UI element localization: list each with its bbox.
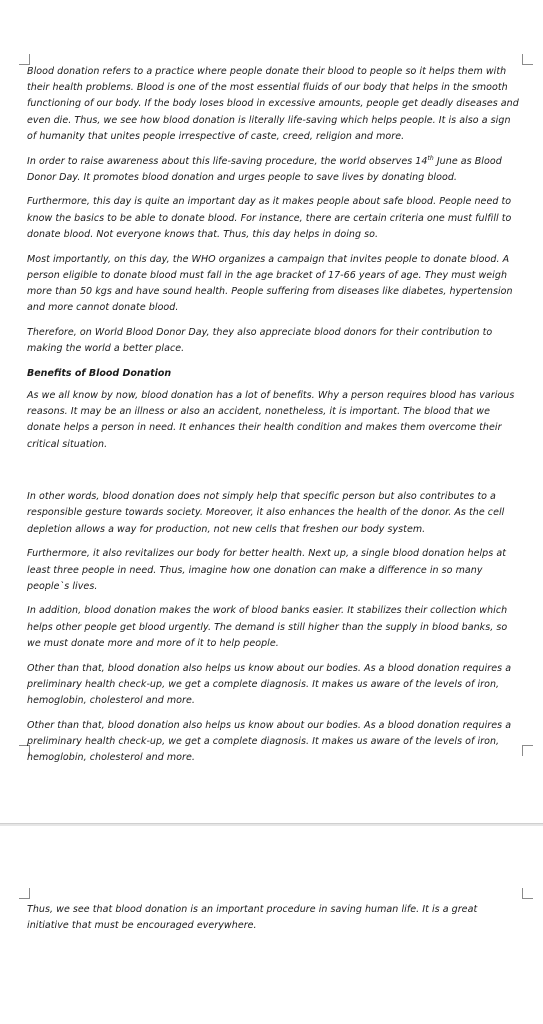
page-1-text	[27, 64, 519, 775]
paragraph-appreciation: Therefore, on World Blood Donor Day, they also appreciate blood donors for their contribution to making the world a better place.	[27, 326, 493, 355]
document-page-2	[0, 826, 543, 1024]
paragraph-intro: Blood donation refers to a practice where people donate their blood to people so it helps them with their health problems. Blood is one of the most essential fluids of our body that helps in the smooth functioning of our body. If the body loses blood in excessive amounts, people get deadly diseases and even die. Thus, we see how blood donation is literally life-saving which helps people. It is also a sign of humanity that unites people irrespective of caste, creed, religion and more.	[27, 66, 519, 142]
crop-mark-bottom-right	[522, 745, 533, 756]
paragraph-revitalize: Furthermore, it also revitalizes our body for better health. Next up, a single blood donation helps at least three people in need. Thus, imagine how one donation can make a difference in so many people`s lives.	[27, 548, 506, 592]
paragraph-blood-donor-day-end: June as Blood Donor Day. It promotes blood donation and urges people to save lives by donating blood.	[27, 155, 502, 183]
paragraph-blood-donor-day	[27, 154, 519, 186]
crop-mark-top-left	[19, 888, 30, 899]
paragraph-society: In other words, blood donation does not simply help that specific person but also contributes to a responsible gesture towards society. Moreover, it also enhances the health of the donor. As the cell depletion allows a way for production, not new cells that freshen our body system.	[27, 491, 505, 535]
paragraph-health-checkup: Other than that, blood donation also helps us know about our bodies. As a blood donation requires a preliminary health check-up, we get a complete diagnosis. It makes us aware of the levels of iron, hemoglobin, cholesterol and more.	[27, 662, 512, 706]
paragraph-blood-donor-day-start: In order to raise awareness about this life-saving procedure, the world observes 14	[27, 155, 428, 167]
crop-mark-top-right	[522, 54, 533, 65]
paragraph-safe-blood: Furthermore, this day is quite an important day as it makes people about safe blood. People need to know the basics to be able to donate blood. For instance, there are certain criteria one must fulfill to donate blood. Not everyone knows that. Thus, this day helps in doing so.	[27, 196, 512, 240]
section-heading-benefits: Benefits of Blood Donation	[27, 367, 172, 379]
paragraph-health-checkup-repeat: Other than that, blood donation also helps us know about our bodies. As a blood donation requires a preliminary health check-up, we get a complete diagnosis. It makes us aware of the levels of iron, hemoglobin, cholesterol and more.	[27, 719, 512, 764]
paragraph-benefits-intro: As we all know by now, blood donation has a lot of benefits. Why a person requires blood has various reasons. It may be an illness or also an accident, nonetheless, it is important. The blood that we donate helps a person in need. It enhances their health condition and makes them overcome their critical situation.	[27, 389, 515, 450]
paragraph-blood-banks: In addition, blood donation makes the work of blood banks easier. It stabilizes their collection which helps other people get blood urgently. The demand is still higher than the supply in blood banks, so we must donate more and more of it to help people.	[27, 605, 508, 649]
paragraph-conclusion: Thus, we see that blood donation is an important procedure in saving human life. It is a great initiative that must be encouraged everywhere.	[27, 904, 478, 932]
blank-line	[27, 461, 519, 489]
paragraph-who-campaign: Most importantly, on this day, the WHO organizes a campaign that invites people to donate blood. A person eligible to donate blood must fall in the age bracket of 17-66 years of age. They must weigh more than 50 kgs and have sound health. People suffering from diseases like diabetes, hypertension and more cannot donate blood.	[27, 253, 513, 314]
crop-mark-top-right	[522, 888, 533, 899]
ordinal-suffix: th	[427, 154, 434, 162]
page-2-text	[27, 902, 519, 943]
